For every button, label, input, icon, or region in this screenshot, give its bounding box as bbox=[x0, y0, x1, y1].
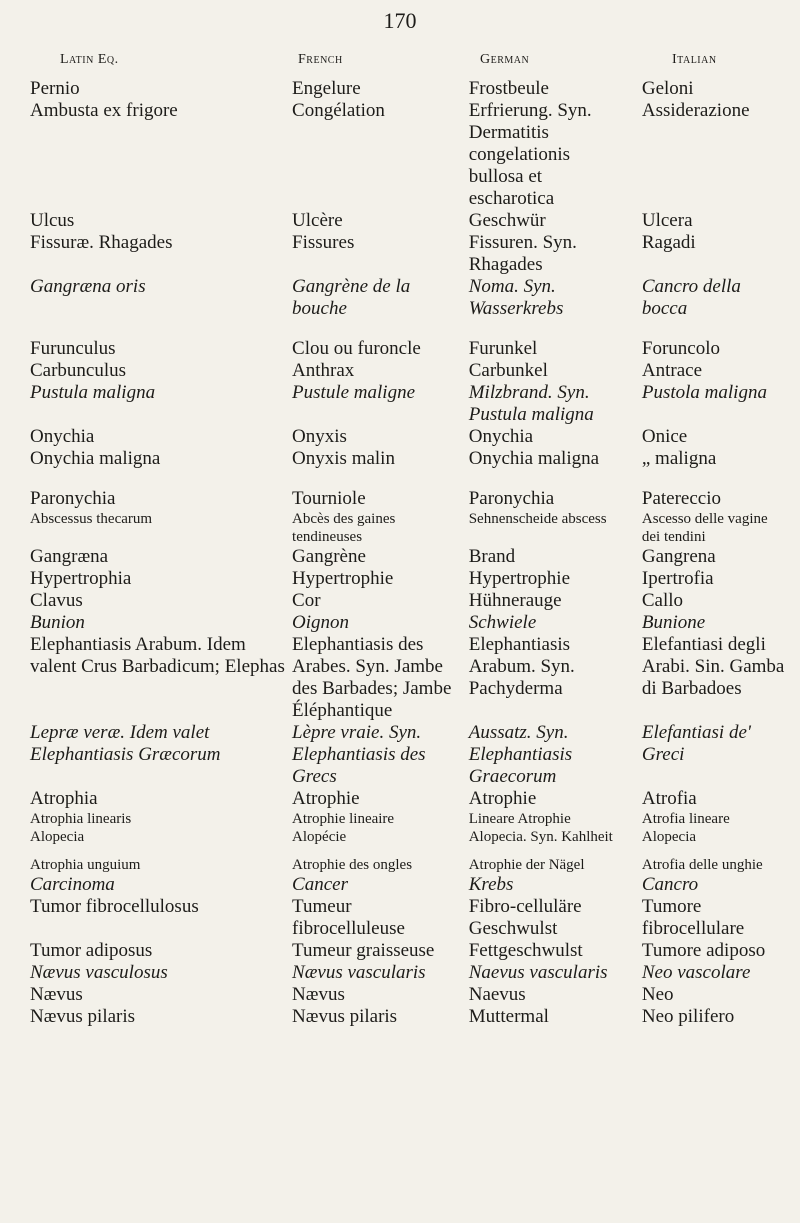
entry-number bbox=[0, 426, 30, 448]
latin-cell bbox=[0, 360, 292, 382]
italian-cell bbox=[642, 546, 800, 568]
glossary-table bbox=[0, 78, 800, 1028]
entry-number bbox=[0, 590, 30, 612]
italian-cell bbox=[642, 426, 800, 448]
french-term: Onyxis bbox=[292, 426, 347, 447]
table-row bbox=[0, 962, 800, 984]
table-row bbox=[0, 590, 800, 612]
table-row bbox=[0, 896, 800, 940]
entry-number bbox=[0, 810, 30, 828]
italian-cell bbox=[642, 634, 800, 722]
entry-number bbox=[0, 448, 30, 470]
table-row bbox=[0, 984, 800, 1006]
latin-cell bbox=[0, 896, 292, 940]
german-cell bbox=[469, 78, 642, 100]
table-row bbox=[0, 546, 800, 568]
latin-cell bbox=[0, 510, 292, 546]
german-cell bbox=[469, 568, 642, 590]
entry-number bbox=[0, 232, 30, 254]
german-term: Sehnenscheide abscess bbox=[468, 511, 607, 527]
latin-term: Pernio bbox=[30, 78, 80, 99]
latin-cell bbox=[0, 612, 292, 634]
french-term: Gangrène de la bouche bbox=[292, 276, 411, 319]
italian-term: Antrace bbox=[641, 360, 703, 381]
german-cell bbox=[469, 874, 642, 896]
table-row bbox=[0, 722, 800, 788]
latin-term: Tumor adiposus bbox=[30, 940, 153, 961]
header-french: French bbox=[298, 52, 343, 67]
italian-term: Patereccio bbox=[641, 488, 721, 509]
latin-term: Gangræna bbox=[30, 546, 109, 567]
italian-cell bbox=[642, 828, 800, 846]
italian-cell bbox=[642, 590, 800, 612]
german-cell bbox=[469, 100, 642, 210]
latin-cell bbox=[0, 874, 292, 896]
german-term: Fibro-celluläre Geschwulst bbox=[468, 896, 582, 939]
italian-term: Bunione bbox=[641, 612, 706, 633]
italian-cell bbox=[642, 232, 800, 276]
german-term: Brand bbox=[468, 546, 516, 567]
latin-cell bbox=[0, 846, 292, 874]
latin-cell bbox=[0, 810, 292, 828]
german-term: Atrophie bbox=[468, 788, 537, 809]
latin-cell bbox=[0, 448, 292, 470]
french-term: Nævus bbox=[292, 984, 345, 1005]
table-row bbox=[0, 100, 800, 210]
french-cell bbox=[292, 360, 469, 382]
italian-term: Geloni bbox=[641, 78, 694, 99]
french-term: Atrophie lineaire bbox=[292, 811, 395, 827]
german-term: Hühnerauge bbox=[468, 590, 562, 611]
table-row bbox=[0, 360, 800, 382]
table-row bbox=[0, 612, 800, 634]
table-row bbox=[0, 568, 800, 590]
german-term: Onychia bbox=[468, 426, 534, 447]
german-term: Noma. Syn. Wasserkrebs bbox=[468, 276, 564, 319]
french-cell bbox=[292, 320, 469, 360]
latin-cell bbox=[0, 984, 292, 1006]
french-cell bbox=[292, 426, 469, 448]
german-cell bbox=[469, 276, 642, 320]
latin-cell bbox=[0, 940, 292, 962]
german-term: Milzbrand. Syn. Pustula maligna bbox=[468, 382, 594, 425]
french-term: Engelure bbox=[292, 78, 361, 99]
german-cell bbox=[469, 448, 642, 470]
german-cell bbox=[469, 788, 642, 810]
italian-term: Elefantiasi degli Arabi. Sin. Gamba di Barbadoes bbox=[641, 634, 785, 699]
entry-number bbox=[0, 856, 30, 874]
german-cell bbox=[469, 896, 642, 940]
table-row bbox=[0, 788, 800, 810]
table-row bbox=[0, 874, 800, 896]
german-term: Paronychia bbox=[468, 488, 555, 509]
latin-term: Fissuræ. Rhagades bbox=[30, 232, 173, 253]
entry-number bbox=[0, 984, 30, 1006]
french-term: Elephantiasis des Arabes. Syn. Jambe des Barbades; Jambe Éléphantique bbox=[292, 634, 452, 721]
french-cell bbox=[292, 382, 469, 426]
french-cell bbox=[292, 788, 469, 810]
header-latin: Latin Eq. bbox=[60, 52, 119, 67]
german-term: Naevus bbox=[468, 984, 526, 1005]
latin-cell bbox=[0, 78, 292, 100]
french-term: Cor bbox=[292, 590, 321, 611]
italian-cell bbox=[642, 874, 800, 896]
italian-term: Neo bbox=[641, 984, 674, 1005]
german-cell bbox=[469, 210, 642, 232]
french-term: Onyxis malin bbox=[292, 448, 395, 469]
table-row bbox=[0, 846, 800, 874]
latin-term: Atrophia unguium bbox=[30, 857, 141, 873]
french-term: Oignon bbox=[292, 612, 350, 633]
french-cell bbox=[292, 984, 469, 1006]
french-term: Anthrax bbox=[292, 360, 355, 381]
french-cell bbox=[292, 470, 469, 510]
entry-number bbox=[0, 510, 30, 528]
latin-cell bbox=[0, 232, 292, 276]
german-term: Lineare Atrophie bbox=[468, 811, 571, 827]
german-term: Atrophie der Nägel bbox=[468, 857, 585, 873]
french-term: Lèpre vraie. Syn. Elephantiasis des Grecs bbox=[292, 722, 426, 787]
table-row bbox=[0, 470, 800, 510]
entry-number bbox=[0, 568, 30, 590]
german-cell bbox=[469, 828, 642, 846]
italian-term: Elefantiasi de' Greci bbox=[641, 722, 751, 765]
french-cell bbox=[292, 612, 469, 634]
french-cell bbox=[292, 962, 469, 984]
italian-term: Ipertrofia bbox=[641, 568, 714, 589]
latin-cell bbox=[0, 276, 292, 320]
german-cell bbox=[469, 382, 642, 426]
italian-cell bbox=[642, 810, 800, 828]
latin-cell bbox=[0, 962, 292, 984]
german-cell bbox=[469, 320, 642, 360]
french-cell bbox=[292, 1006, 469, 1028]
french-term: Atrophie des ongles bbox=[292, 857, 413, 873]
latin-term: Pustula maligna bbox=[30, 382, 156, 403]
entry-number bbox=[0, 338, 30, 360]
french-cell bbox=[292, 722, 469, 788]
italian-term: Atrofia delle unghie bbox=[641, 857, 763, 873]
latin-term: Elephantiasis Arabum. Idem valent Crus Barbadicum; Elephas bbox=[30, 634, 285, 677]
german-cell bbox=[469, 546, 642, 568]
german-cell bbox=[469, 940, 642, 962]
french-term: Tourniole bbox=[292, 488, 366, 509]
german-cell bbox=[469, 612, 642, 634]
latin-term: Paronychia bbox=[30, 488, 116, 509]
table-row bbox=[0, 828, 800, 846]
italian-term: Assiderazione bbox=[641, 100, 750, 121]
latin-cell bbox=[0, 426, 292, 448]
latin-term: Nævus vasculosus bbox=[30, 962, 168, 983]
french-term: Abcès des gaines tendineuses bbox=[292, 511, 396, 545]
italian-term: Neo pilifero bbox=[641, 1006, 735, 1027]
german-cell bbox=[469, 984, 642, 1006]
french-cell bbox=[292, 590, 469, 612]
german-term: Carbunkel bbox=[468, 360, 548, 381]
header-italian: Italian bbox=[672, 52, 717, 67]
latin-cell bbox=[0, 546, 292, 568]
latin-term: Atrophia bbox=[30, 788, 98, 809]
french-term: Atrophie bbox=[292, 788, 360, 809]
german-term: Fettgeschwulst bbox=[468, 940, 583, 961]
german-term: Krebs bbox=[468, 874, 514, 895]
italian-term: Tumore fibrocellulare bbox=[641, 896, 745, 939]
german-cell bbox=[469, 810, 642, 828]
french-cell bbox=[292, 510, 469, 546]
latin-term: Carcinoma bbox=[30, 874, 115, 895]
french-term: Alopécie bbox=[292, 829, 347, 845]
german-term: Naevus vascularis bbox=[468, 962, 608, 983]
french-cell bbox=[292, 210, 469, 232]
german-term: Muttermal bbox=[468, 1006, 549, 1027]
latin-term: Hypertrophia bbox=[30, 568, 132, 589]
italian-term: Atrofia lineare bbox=[641, 811, 730, 827]
german-term: Geschwür bbox=[468, 210, 546, 231]
french-cell bbox=[292, 276, 469, 320]
italian-term: Alopecia bbox=[641, 829, 697, 845]
table-row bbox=[0, 510, 800, 546]
german-cell bbox=[469, 470, 642, 510]
french-cell bbox=[292, 78, 469, 100]
german-cell bbox=[469, 426, 642, 448]
entry-number bbox=[0, 788, 30, 810]
italian-term: „ maligna bbox=[641, 448, 717, 469]
italian-cell bbox=[642, 360, 800, 382]
entry-number bbox=[0, 210, 30, 232]
french-cell bbox=[292, 448, 469, 470]
italian-term: Ragadi bbox=[641, 232, 696, 253]
latin-term: Abscessus thecarum bbox=[30, 511, 153, 527]
german-cell bbox=[469, 232, 642, 276]
italian-cell bbox=[642, 722, 800, 788]
french-cell bbox=[292, 940, 469, 962]
latin-cell bbox=[0, 320, 292, 360]
entry-number bbox=[0, 828, 30, 846]
german-term: Fissuren. Syn. Rhagades bbox=[468, 232, 577, 275]
italian-term: Cancro della bocca bbox=[641, 276, 741, 319]
german-term: Frostbeule bbox=[468, 78, 549, 99]
french-term: Hypertrophie bbox=[292, 568, 394, 589]
table-row bbox=[0, 232, 800, 276]
french-cell bbox=[292, 874, 469, 896]
latin-term: Tumor fibrocellulosus bbox=[30, 896, 199, 917]
french-term: Pustule maligne bbox=[292, 382, 415, 403]
entry-number bbox=[0, 896, 30, 918]
german-term: Elephantiasis Arabum. Syn. Pachyderma bbox=[468, 634, 575, 699]
german-term: Alopecia. Syn. Kahlheit bbox=[468, 829, 613, 845]
italian-term: Onice bbox=[641, 426, 688, 447]
entry-number bbox=[0, 1006, 30, 1028]
table-row bbox=[0, 320, 800, 360]
italian-cell bbox=[642, 210, 800, 232]
german-term: Schwiele bbox=[468, 612, 537, 633]
italian-term: Tumore adiposo bbox=[641, 940, 766, 961]
latin-term: Ambusta ex frigore bbox=[30, 100, 178, 121]
table-row bbox=[0, 276, 800, 320]
latin-term: Furunculus bbox=[30, 338, 116, 359]
french-cell bbox=[292, 846, 469, 874]
table-row bbox=[0, 634, 800, 722]
german-cell bbox=[469, 1006, 642, 1028]
latin-cell bbox=[0, 470, 292, 510]
french-cell bbox=[292, 100, 469, 210]
french-term: Tumeur fibrocelluleuse bbox=[292, 896, 405, 939]
entry-number bbox=[0, 634, 30, 656]
table-row bbox=[0, 448, 800, 470]
german-cell bbox=[469, 846, 642, 874]
latin-term: Nævus pilaris bbox=[30, 1006, 136, 1027]
latin-cell bbox=[0, 210, 292, 232]
german-cell bbox=[469, 722, 642, 788]
latin-term: Alopecia bbox=[30, 829, 85, 845]
latin-term: Ulcus bbox=[30, 210, 75, 231]
table-row bbox=[0, 940, 800, 962]
french-term: Congélation bbox=[292, 100, 385, 121]
latin-term: Nævus bbox=[30, 984, 83, 1005]
german-term: Onychia maligna bbox=[468, 448, 600, 469]
latin-term: Clavus bbox=[30, 590, 83, 611]
latin-cell bbox=[0, 100, 292, 210]
latin-cell bbox=[0, 568, 292, 590]
french-term: Nævus vascularis bbox=[292, 962, 426, 983]
italian-cell bbox=[642, 448, 800, 470]
latin-cell bbox=[0, 382, 292, 426]
german-cell bbox=[469, 962, 642, 984]
italian-cell bbox=[642, 568, 800, 590]
table-row bbox=[0, 1006, 800, 1028]
latin-term: Atrophia linearis bbox=[30, 811, 132, 827]
italian-cell bbox=[642, 962, 800, 984]
page-number: 170 bbox=[383, 8, 417, 33]
french-term: Cancer bbox=[292, 874, 348, 895]
table-row bbox=[0, 810, 800, 828]
table-row bbox=[0, 426, 800, 448]
latin-term: Bunion bbox=[30, 612, 85, 633]
latin-cell bbox=[0, 722, 292, 788]
latin-term: Gangræna oris bbox=[30, 276, 146, 297]
latin-term: Carbunculus bbox=[30, 360, 127, 381]
french-cell bbox=[292, 810, 469, 828]
latin-cell bbox=[0, 1006, 292, 1028]
italian-cell bbox=[642, 382, 800, 426]
entry-number bbox=[0, 488, 30, 510]
french-term: Nævus pilaris bbox=[292, 1006, 398, 1027]
table-row bbox=[0, 382, 800, 426]
italian-term: Cancro bbox=[641, 874, 699, 895]
italian-cell bbox=[642, 788, 800, 810]
entry-number bbox=[0, 546, 30, 568]
german-cell bbox=[469, 634, 642, 722]
italian-term: Gangrena bbox=[641, 546, 716, 567]
italian-cell bbox=[642, 612, 800, 634]
italian-cell bbox=[642, 846, 800, 874]
french-cell bbox=[292, 232, 469, 276]
italian-term: Ulcera bbox=[641, 210, 693, 231]
italian-cell bbox=[642, 276, 800, 320]
german-term: Furunkel bbox=[468, 338, 538, 359]
italian-term: Foruncolo bbox=[641, 338, 720, 359]
latin-cell bbox=[0, 828, 292, 846]
french-cell bbox=[292, 568, 469, 590]
table-row bbox=[0, 210, 800, 232]
header-german: German bbox=[480, 52, 530, 67]
entry-number bbox=[0, 78, 30, 100]
french-term: Ulcère bbox=[292, 210, 343, 231]
french-term: Clou ou furoncle bbox=[292, 338, 421, 359]
latin-cell bbox=[0, 788, 292, 810]
italian-cell bbox=[642, 470, 800, 510]
latin-cell bbox=[0, 634, 292, 722]
french-cell bbox=[292, 634, 469, 722]
entry-number bbox=[0, 100, 30, 122]
german-cell bbox=[469, 510, 642, 546]
italian-term: Neo vascolare bbox=[641, 962, 751, 983]
french-cell bbox=[292, 896, 469, 940]
entry-number bbox=[0, 940, 30, 962]
table-row bbox=[0, 78, 800, 100]
italian-term: Callo bbox=[641, 590, 684, 611]
latin-term: Onychia bbox=[30, 426, 95, 447]
latin-cell bbox=[0, 590, 292, 612]
italian-cell bbox=[642, 896, 800, 940]
italian-cell bbox=[642, 78, 800, 100]
italian-cell bbox=[642, 940, 800, 962]
italian-term: Pustola maligna bbox=[641, 382, 767, 403]
german-term: Erfrierung. Syn. Dermatitis congelationis bullosa et escharotica bbox=[468, 100, 592, 209]
french-term: Gangrène bbox=[292, 546, 366, 567]
italian-cell bbox=[642, 510, 800, 546]
latin-term: Lepræ veræ. Idem valet Elephantiasis Græcorum bbox=[30, 722, 221, 765]
german-cell bbox=[469, 360, 642, 382]
italian-cell bbox=[642, 1006, 800, 1028]
italian-cell bbox=[642, 100, 800, 210]
german-cell bbox=[469, 590, 642, 612]
latin-term: Onychia maligna bbox=[30, 448, 161, 469]
french-term: Tumeur graisseuse bbox=[292, 940, 435, 961]
french-cell bbox=[292, 546, 469, 568]
french-term: Fissures bbox=[292, 232, 355, 253]
italian-cell bbox=[642, 320, 800, 360]
german-term: Aussatz. Syn. Elephantiasis Graecorum bbox=[468, 722, 573, 787]
entry-number bbox=[0, 360, 30, 382]
italian-cell bbox=[642, 984, 800, 1006]
french-cell bbox=[292, 828, 469, 846]
italian-term: Atrofia bbox=[641, 788, 697, 809]
german-term: Hypertrophie bbox=[468, 568, 571, 589]
italian-term: Ascesso delle vagine dei tendini bbox=[641, 511, 768, 545]
